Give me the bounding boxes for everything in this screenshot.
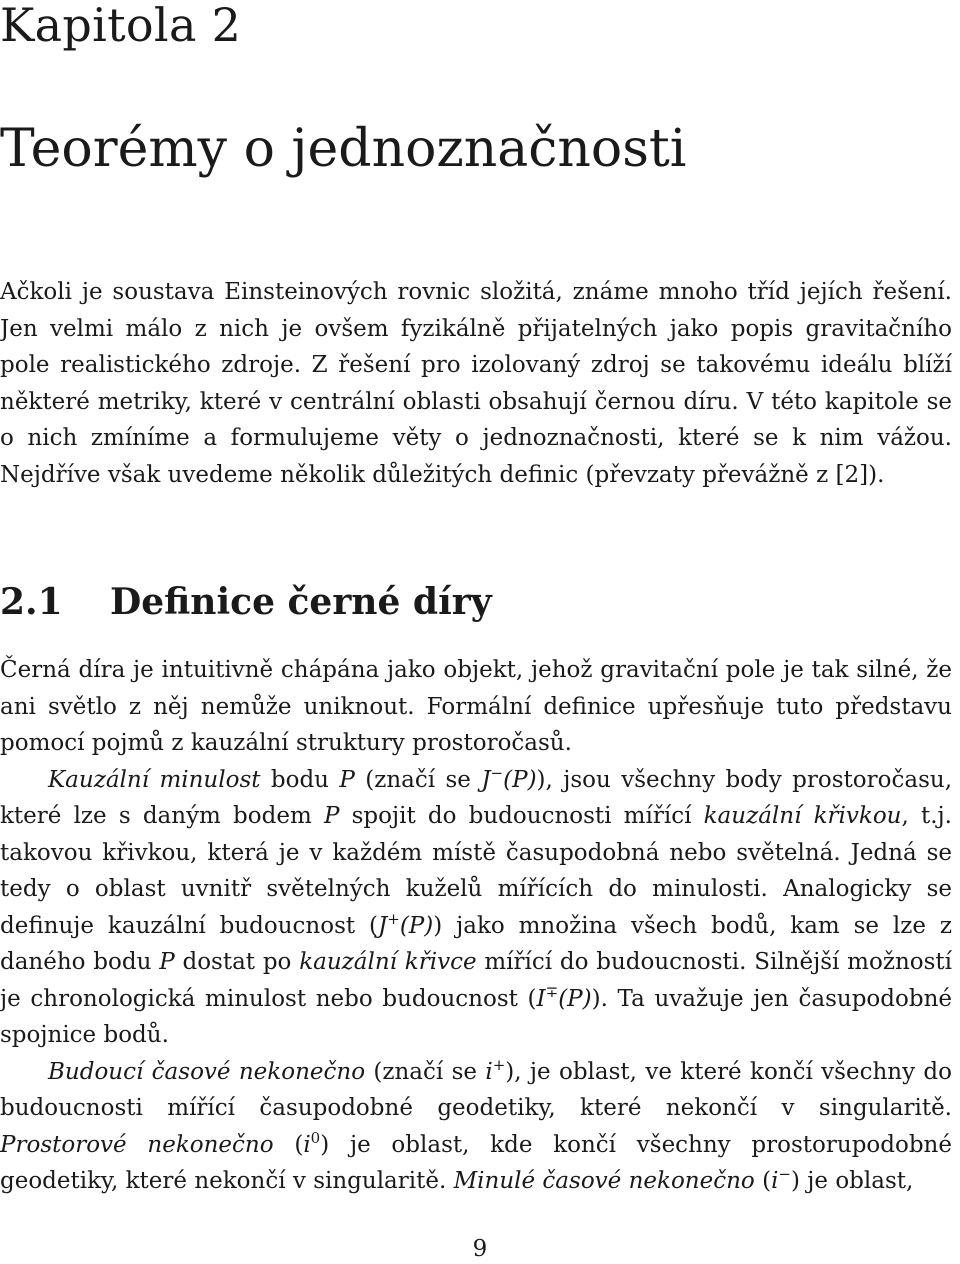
math-superscript: ∓ [545,982,559,1001]
math-symbol: P [339,766,355,793]
math-symbol: i [485,1058,493,1085]
math-superscript: − [778,1165,791,1183]
section-title: Definice černé díry [110,581,492,623]
section-number: 2.1 [0,581,63,623]
math-symbol: P [323,803,340,829]
math-symbol: I [536,985,546,1012]
section-paragraph-2: Kauzální minulost bodu P (značí se J−(P)), jsou všechny body prostoročasu, které lze s daným bodem P spojit do budoucnosti mířící kauzální křivkou, t.j. takovou křivkou, která je v každém místě časupodobná nebo světelná. Jedná se tedy o oblast uvnitř světelných kuželů mířících do minulosti. Analogicky se definuje kauzální budoucnost (J+(P)) jako množina všech bodů, kam se lze z daného bodu P dostat po kauzální křivce mířící do budoucnosti. Silnější možností je chronologická minulost nebo budoucnost (I∓(P)). Ta uvažuje jen časupodobné spojnice bodů. [0,763,953,1048]
math-symbol: J [378,912,388,939]
math-superscript: 0 [310,1128,321,1147]
math-superscript: + [387,909,400,928]
chapter-title: Teorémy o jednoznačnosti [0,119,687,179]
section-heading [0,578,492,626]
math-superscript: − [490,763,504,782]
page-number: 9 [472,1236,488,1262]
term-past-timelike-infinity: Minulé časové nekonečno [453,1168,755,1194]
section-paragraph-3: Budoucí časové nekonečno (značí se i+), je oblast, ve které končí všechny do budoucnosti mířící časupodobné geodetiky, které nekončí v singularitě. Prostorové nekonečno $(i^0)$ je oblast, kde končí všechny prostorupodobné geodetiky, které nekončí v singularitě. Minulé časové nekonečno (i−) je oblast, [0,1055,953,1194]
intro-paragraph: Ačkoli je soustava Einsteinových rovnic složitá, známe mnoho tříd jejích řešení. Jen velmi málo z nich je ovšem fyzikálně přijatelných jako popis gravitačního pole realistického zdroje. Z řešení pro izolovaný zdroj se takovému ideálu blíží některé metriky, které v centrální oblasti obsahují černou díru. V této kapitole se o nich zmíníme a formulujeme věty o jednoznačnosti, které se k nim vážou. Nejdříve však uvedeme několik důležitých definic (převzaty převážně z [2]). [0,279,952,488]
section-body [0,652,952,1200]
math-symbol: i [303,1131,311,1158]
math-symbol: P [159,949,175,975]
math-symbol: (P) [399,912,434,939]
math-symbol: i [771,1168,779,1194]
term-causal-past: Kauzální minulost [48,766,261,793]
term-spatial-infinity: Prostorové nekonečno [0,1131,274,1158]
term-causal-curve: kauzální křivce [299,949,477,975]
math-symbol: (P) [558,985,592,1012]
math-symbol: (P) [503,766,537,793]
math-symbol: J [481,766,491,793]
term-future-timelike-infinity: Budoucí časové nekonečno [48,1058,366,1085]
section-paragraph-1: Černá díra je intuitivně chápána jako objekt, jehož gravitační pole je tak silné, že ani světlo z něj nemůže uniknout. Formální definice upřesňuje tuto představu pomocí pojmů z kauzální struktury prostoročasů. [0,657,952,756]
term-causal-curve: kauzální křivkou [703,803,902,829]
chapter-label: Kapitola 2 [0,0,242,52]
math-superscript: + [492,1055,506,1074]
